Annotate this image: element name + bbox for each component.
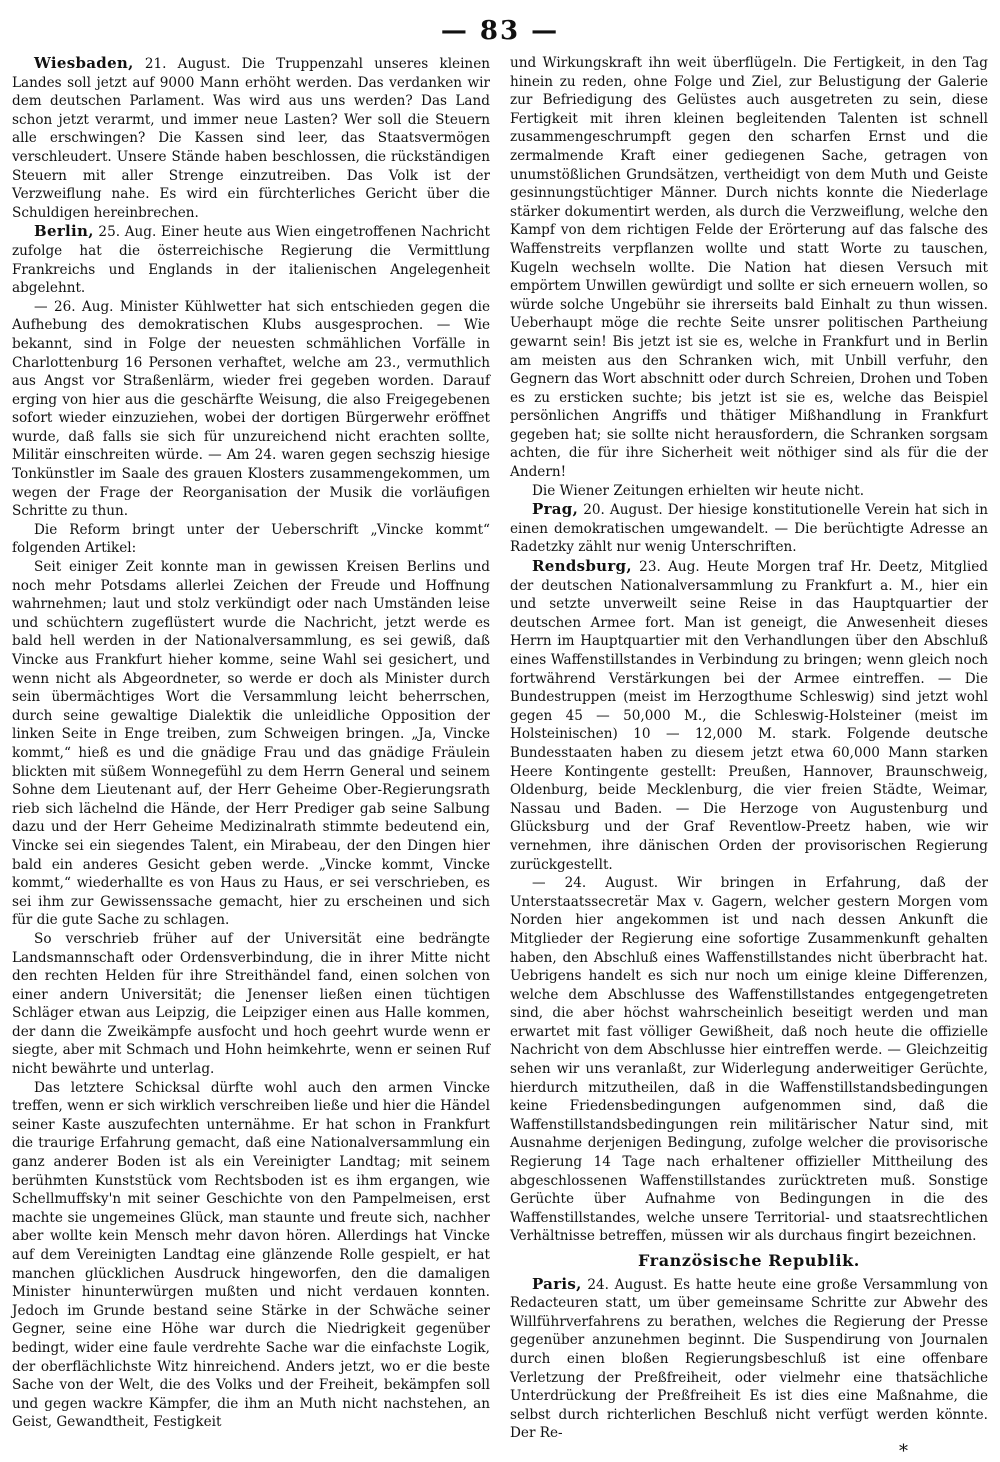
- dateline-rendsburg: Rendsburg,: [532, 557, 632, 576]
- section-heading: Französische Republik.: [638, 1251, 860, 1270]
- article-rendsburg-24: — 24. August. Wir bringen in Erfahrung, daß der Unterstaatssecretär Max v. Gagern, welcher gestern Morgen vom Norden hier angekommen ist und nach dessen Ankunft die Mitglieder der Regierung eine sofortige Zusammenkunft gehalten haben, den Abschluß eines Waffenstillstandes nicht überbracht hat. Uebrigens handelt es sich nur noch um einige kleine Differenzen, welche dem Abschlusse des Waffenstillstandes entgegengetreten sind, die aber höchst wahrscheinlich beseitigt werden und man erwartet mit fast völliger Gewißheit, daß noch heute die offizielle Nachricht von dem Abschlusse hier eintreffen werde. — Gleichzeitig sehen wir uns veranlaßt, zur Widerlegung anderweitiger Gerüchte, hierdurch mitzutheilen, daß in die Waffenstillstandsbedingungen keine Friedensbedingungen aufgenommen sind, daß die Waffenstillstandsbedingungen rein militärischer Natur sind, mit Ausnahme derjenigen Bedingung, zufolge welcher die provisorische Regierung 14 Tage nach erhaltener offizieller Mittheilung des abgeschlossenen Waffenstillstandes zurücktreten muß. Sonstige Gerüchte über Aufnahme von Bedingungen in die des Waffenstillstandes, welche unsere Territorial- und staatsrechtlichen Verhältnisse betreffen, müssen wir als durchaus fingirt bezeichnen.: [510, 875, 988, 1245]
- article-vincke-3: Das letztere Schicksal dürfte wohl auch den armen Vincke treffen, wenn er sich wirklich verschreiben ließe und hier die Händel seiner Kaste auszufechten unternähme. Er hat schon in Frankfurt die traurige Erfahrung gemacht, daß eine Nationalversammlung ein ganz anderer Boden ist als ein Vereinigter Landtag; mit seinem berühmten Kunststück vom Rechtsboden ist es ihm ergangen, wie Schellmuffsky'n mit seiner Geschichte von den Pampelmeisen, erst machte sie ungemeines Glück, man staunte und freute sich, nachher aber wollte kein Mensch mehr davon hören. Allerdings hat Vincke auf dem Vereinigten Landtag eine glänzende Rolle gespielt, er hat manchen glücklichen Ausdruck hingeworfen, den die damaligen Minister hinunterwürgen mußten und nicht verdauen konnten. Jedoch im Grunde bestand seine Stärke in der Schwäche seiner Gegner, seine eine Höhe war durch die Niedrigkeit gegenüber bedingt, wider eine faule verdrehte Sache war die einfachste Logik, der oberflächlichste Witz hinreichend. Anders jetzt, wo er die beste Sache von der Welt, die des Volks und der Freiheit, bekämpfen soll und gegen wackre Kämpfer, die ihm an Muth nicht nachstehen, an Geist, Gewandtheit, Festigkeit: [12, 1079, 490, 1431]
- page-number: — 83 —: [440, 16, 560, 46]
- article-text: 25. Aug. Einer heute aus Wien eingetroffenen Nachricht zufolge hat die österreichische Regierung die Vermittlung Frankreichs und Englands in der italienischen Angelegenheit abgelehnt.: [12, 224, 490, 297]
- right-column: [510, 54, 988, 1462]
- dateline-paris: Paris,: [532, 1274, 582, 1293]
- article-berlin-26: — 26. Aug. Minister Kühlwetter hat sich entschieden gegen die Aufhebung des demokratischen Klubs ausgesprochen. — Wie bekannt, sind in Folge der neuesten schmählichen Vorfälle in Charlottenburg 16 Personen verhaftet, welche am 23., vermuthlich aus Angst vor Straßenlärm, wieder frei gegeben worden. Darauf erging von hier aus die geschärfte Weisung, die also Freigegebenen sofort wieder einzuziehen, wobei der dortigen Bürgerwehr eröffnet wurde, daß falls sie sich für unzureichend nicht erachten sollte, Militär einschreiten würde. — Am 24. waren gegen sechszig hiesige Tonkünstler im Saale des grauen Klosters zusammengekommen, um wegen der Frage der Reorganisation der Musik die vorläufigen Schritte zu thun.: [12, 298, 490, 520]
- dateline-wiesbaden: Wiesbaden,: [34, 54, 134, 72]
- article-prag: [510, 500, 988, 557]
- dateline-berlin: Berlin,: [34, 222, 94, 241]
- dateline-prag: Prag,: [532, 500, 579, 519]
- article-text: 24. August. Es hatte heute eine große Versammlung von Redacteuren statt, um über gemeinsame Schritte zur Abwehr des Willführverfahrens zu berathen, welches die Regierung der Presse gegenüber anzunehmen beginnt. Die Suspendirung von Journalen durch einen bloßen Regierungsbeschluß ist eine offenbare Verletzung der Preßfreiheit, oder vielmehr eine thatsächliche Unterdrückung der Preßfreiheit Es ist dies eine Maßnahme, die selbst durch richterlichen Beschluß nicht verfügt werden könnte. Der Re-: [510, 1276, 988, 1442]
- article-text: 20. August. Der hiesige konstitutionelle Verein hat sich in einen demokratischen umgewandelt. — Die berüchtigte Adresse an Radetzky zählt nur wenig Unterschriften.: [510, 502, 988, 556]
- article-paris: [510, 1275, 988, 1443]
- article-vincke-1: Seit einiger Zeit konnte man in gewissen Kreisen Berlins und noch mehr Potsdams allerlei Zeichen der Freude und Hoffnung wahrnehmen; laut und stolz verkündigt oder nach Umständen leise und schüchtern zugeflüstert wurde die Nachricht, jetzt werde es bald hell werden in der Nationalversammlung, es sei gewiß, daß Vincke aus Frankfurt hieher komme, seine Wahl sei gesichert, und wenn nicht als Abgeordneter, so werde er doch als Minister durch sein übermächtiges Wort die Versammlung leicht beherrschen, durch seine gewaltige Dialektik die unleidliche Opposition der linken Seite in Enge treiben, zum Schweigen bringen. „Ja, Vincke kommt,“ hieß es und die gnädige Frau und das gnädige Fräulein blickten mit süßem Wonnegefühl zu dem Herrn General und seinem Sohne dem Lieutenant auf, der Herr Geheime Ober-Regierungsrath rieb sich lächelnd die Hände, der Herr Prediger gab seine Salbung dazu und der Herr Geheime Medizinalrath stimmte bedeutend ein, Vincke sei ein siegendes Talent, ein Mirabeau, der den Dingen hier bald ein anderes Gesicht geben werde. „Vincke kommt, Vincke kommt,“ wiederhallte es von Haus zu Haus, er sei verschrieben, es sei ihm zur Gewissenssache gemacht, hier zu erscheinen und sich für die gute Sache zu schlagen.: [12, 559, 490, 929]
- article-text: 21. August. Die Truppenzahl unseres kleinen Landes soll jetzt auf 9000 Mann erhöht werden. Das verdanken wir dem deutschen Parlament. Was wird aus uns werden? Das Land schon jetzt verarmt, und immer neue Lasten? Wer soll die Steuern alle erschwingen? Die Kassen sind leer, das Staatsvermögen verschleudert. Unsere Stände haben beschlossen, die rückständigen Steuern mit aller Strenge einzutreiben. Das Volk ist der Verzweiflung nahe. Es wird ein fürchterliches Gericht über die Schuldigen hereinbrechen.: [12, 56, 490, 221]
- article-rendsburg: [510, 557, 988, 874]
- article-text: 23. Aug. Heute Morgen traf Hr. Deetz, Mitglied der deutschen Nationalversammlung zu Frankfurt a. M., hier ein und setzte unverweilt seine Reise in das Hauptquartier der deutschen Armee fort. Man ist geneigt, die Anwesenheit dieses Herrn im Hauptquartier mit den Verhandlungen über den Abschluß eines Waffenstillstandes in Verbindung zu bringen; wenn gleich noch fortwährend Verstärkungen bei der Armee eintreffen. — Die Bundestruppen (meist im Herzogthume Schleswig) sind jetzt wohl gegen 45 — 50,000 M., die Schleswig-Holsteiner (meist im Holsteinischen) 10 — 12,000 M. stark. Folgende deutsche Bundesstaaten haben zu diesem jetzt etwa 60,000 Mann starken Heere Kontingente gestellt: Preußen, Hannover, Braunschweig, Oldenburg, beide Mecklenburg, die vier freien Städte, Weimar, Nassau und Baden. — Die Herzoge von Augustenburg und Glücksburg und der Graf Reventlow-Preetz haben, wie wir vernehmen, ihre dänischen Orden der provisorischen Regierung zurückgestellt.: [510, 559, 988, 873]
- article-wiesbaden: [12, 54, 490, 222]
- left-column: [12, 54, 490, 1431]
- footer-mark: *: [899, 1440, 908, 1462]
- article-wiener-zeitungen: Die Wiener Zeitungen erhielten wir heute nicht.: [532, 482, 865, 499]
- text-columns: [12, 54, 988, 1462]
- article-vincke-2: So verschrieb früher auf der Universität eine bedrängte Landsmannschaft oder Ordensverbindung, die in ihrer Mitte nicht den rechten Helden für ihre Streithändel fand, einen solchen von einer andern Universität; die Jenenser ließen einen tüchtigen Schläger etwan aus Leipzig, die Leipziger einen aus Halle kommen, der dann die Zweikämpfe ausfocht und hoch geehrt wurde wenn er siegte, aber mit Schmach und Hohn heimkehrte, wenn er seinen Ruf nicht bewährte und unterlag.: [12, 930, 490, 1078]
- article-berlin: [12, 222, 490, 297]
- article-reform-intro: Die Reform bringt unter der Ueberschrift „Vincke kommt“ folgenden Artikel:: [12, 521, 490, 557]
- article-vincke-cont: und Wirkungskraft ihn weit überflügeln. Die Fertigkeit, in den Tag hinein zu reden, ohne Folge und Ziel, zur Belustigung der Galerie zur Befriedigung des Gelüstes auch ausgetreten zu sein, diese Fertigkeit mit ihren kleinen begleitenden Talenten ist schnell zusammengeschrumpft gegen den scharfen Ernst und die zermalmende Kraft einer gediegenen Sache, getragen von unumstößlichen Grundsätzen, vertheidigt von dem Muth und Geiste gesinnungstüchtiger Männer. Durch nichts konnte die Niederlage stärker dokumentirt werden, als durch die Verzweiflung, welche den Kampf von dem richtigen Felde der Erörterung auf das falsche des Waffenstreits verpflanzen wollte und statt Worte zu tauschen, Kugeln wechseln wollte. Die Nation hat diesen Versuch mit empörtem Unwillen gewürdigt und sollte er sich erneuern wollen, so würde solche Ungebühr sie ihrerseits bald Einhalt zu thun wissen. Ueberhaupt möge die rechte Seite unsrer politischen Partheiung gewarnt sein! Bis jetzt ist sie es, welche in Frankfurt und in Berlin am meisten aus den Schranken wich, mit Unbill verfuhr, den Gegnern das Wort abschnitt oder durch Schreien, Drohen und Toben es zu ersticken suchte; bis jetzt ist sie es, welche das Beispiel persönlichen Angriffs und thätiger Mißhandlung in Frankfurt gegeben hat; sie sollte nicht herausfordern, die Schranken sorgsam achten, die für ihre Sicherheit weit nöthiger sind als für die der Andern!: [510, 55, 988, 481]
